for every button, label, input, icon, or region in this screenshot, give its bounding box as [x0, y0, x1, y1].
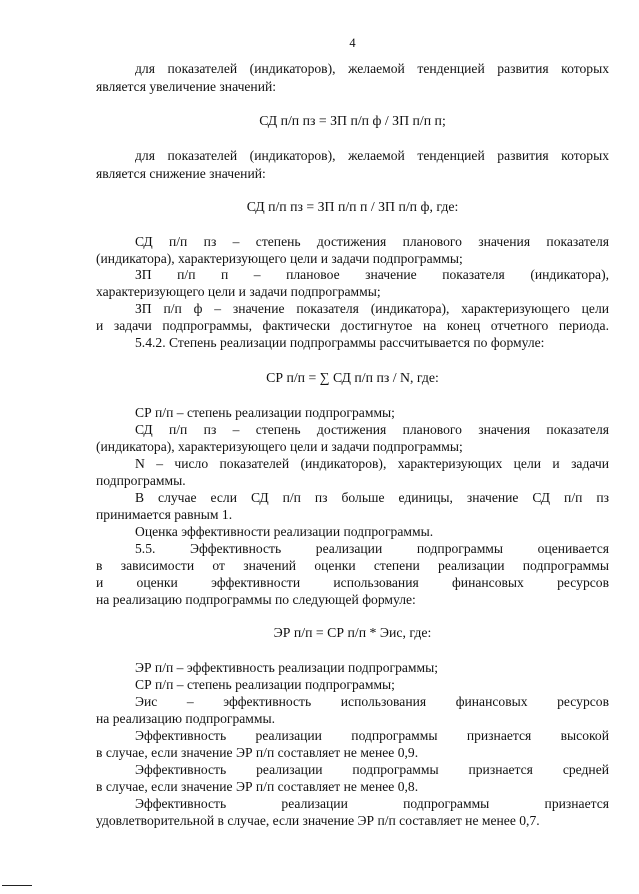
formula-decrease: СД п/п пз = ЗП п/п п / ЗП п/п ф, где: [246, 199, 459, 214]
paragraph-line: Эффективность реализации подпрограммы признается [135, 796, 609, 811]
paragraph-line: для показателей (индикаторов), желаемой тенденцией развития которых [135, 148, 609, 163]
section-heading-5-4-2: 5.4.2. Степень реализации подпрограммы рассчитывается по формуле: [135, 335, 545, 350]
paragraph-line: В случае если СД п/п пз больше единицы, значение СД п/п пз [135, 490, 609, 505]
paragraph-line: и задачи подпрограммы, фактически достигнутое на конец отчетного периода. [96, 318, 609, 333]
paragraph-line: Оценка эффективности реализации подпрограммы. [135, 524, 434, 539]
paragraph-line: в случае, если значение ЭР п/п составляет не менее 0,8. [96, 779, 419, 794]
page-number: 4 [349, 36, 356, 50]
section-heading-5-5: 5.5. Эффективность реализации подпрограммы оценивается [135, 541, 609, 556]
paragraph-line: СД п/п пз – степень достижения планового значения показателя [135, 422, 609, 437]
formula-increase: СД п/п пз = ЗП п/п ф / ЗП п/п п; [259, 113, 446, 128]
paragraph-line: СР п/п – степень реализации подпрограммы; [135, 405, 395, 420]
paragraph-line: в случае, если значение ЭР п/п составляет не менее 0,9. [96, 745, 419, 760]
paragraph-line: на реализацию подпрограммы. [96, 711, 276, 726]
paragraph-line: принимается равным 1. [96, 507, 233, 522]
paragraph-line: Эффективность реализации подпрограммы признается высокой [135, 728, 609, 743]
paragraph-line: на реализацию подпрограммы по следующей формуле: [96, 592, 416, 607]
paragraph-line: ЗП п/п п – плановое значение показателя (индикатора), [135, 267, 609, 282]
paragraph-line: и оценки эффективности использования финансовых ресурсов [96, 575, 609, 590]
paragraph-line: ЗП п/п ф – значение показателя (индикатора), характеризующего цели [135, 301, 609, 316]
paragraph-line: СР п/п – степень реализации подпрограммы; [135, 677, 395, 692]
paragraph-line: СД п/п пз – степень достижения планового значения показателя [135, 234, 609, 249]
formula-realization: СР п/п = ∑ СД п/п пз / N, где: [266, 370, 439, 385]
document-page [96, 0, 609, 894]
paragraph-line: (индикатора), характеризующего цели и задачи подпрограммы; [96, 439, 463, 454]
paragraph-line: Эффективность реализации подпрограммы признается средней [135, 762, 609, 777]
paragraph-line: в зависимости от значений оценки степени реализации подпрограммы [96, 558, 609, 573]
paragraph-line: ЭР п/п – эффективность реализации подпрограммы; [135, 660, 439, 675]
paragraph-line: Эис – эффективность использования финансовых ресурсов [135, 694, 609, 709]
paragraph-line: удовлетворительной в случае, если значение ЭР п/п составляет не менее 0,7. [96, 813, 540, 828]
paragraph-line: (индикатора), характеризующего цели и задачи подпрограммы; [96, 251, 463, 266]
paragraph-line: характеризующего цели и задачи подпрограммы; [96, 284, 381, 299]
paragraph-line: является увеличение значений: [96, 79, 277, 94]
paragraph-line: подпрограммы. [96, 473, 186, 488]
scan-edge-mark [2, 885, 32, 886]
paragraph-line: для показателей (индикаторов), желаемой тенденцией развития которых [135, 61, 609, 76]
paragraph-line: является снижение значений: [96, 166, 266, 181]
formula-efficiency: ЭР п/п = СР п/п * Эис, где: [273, 625, 432, 640]
paragraph-line: N – число показателей (индикаторов), характеризующих цели и задачи [135, 456, 609, 471]
